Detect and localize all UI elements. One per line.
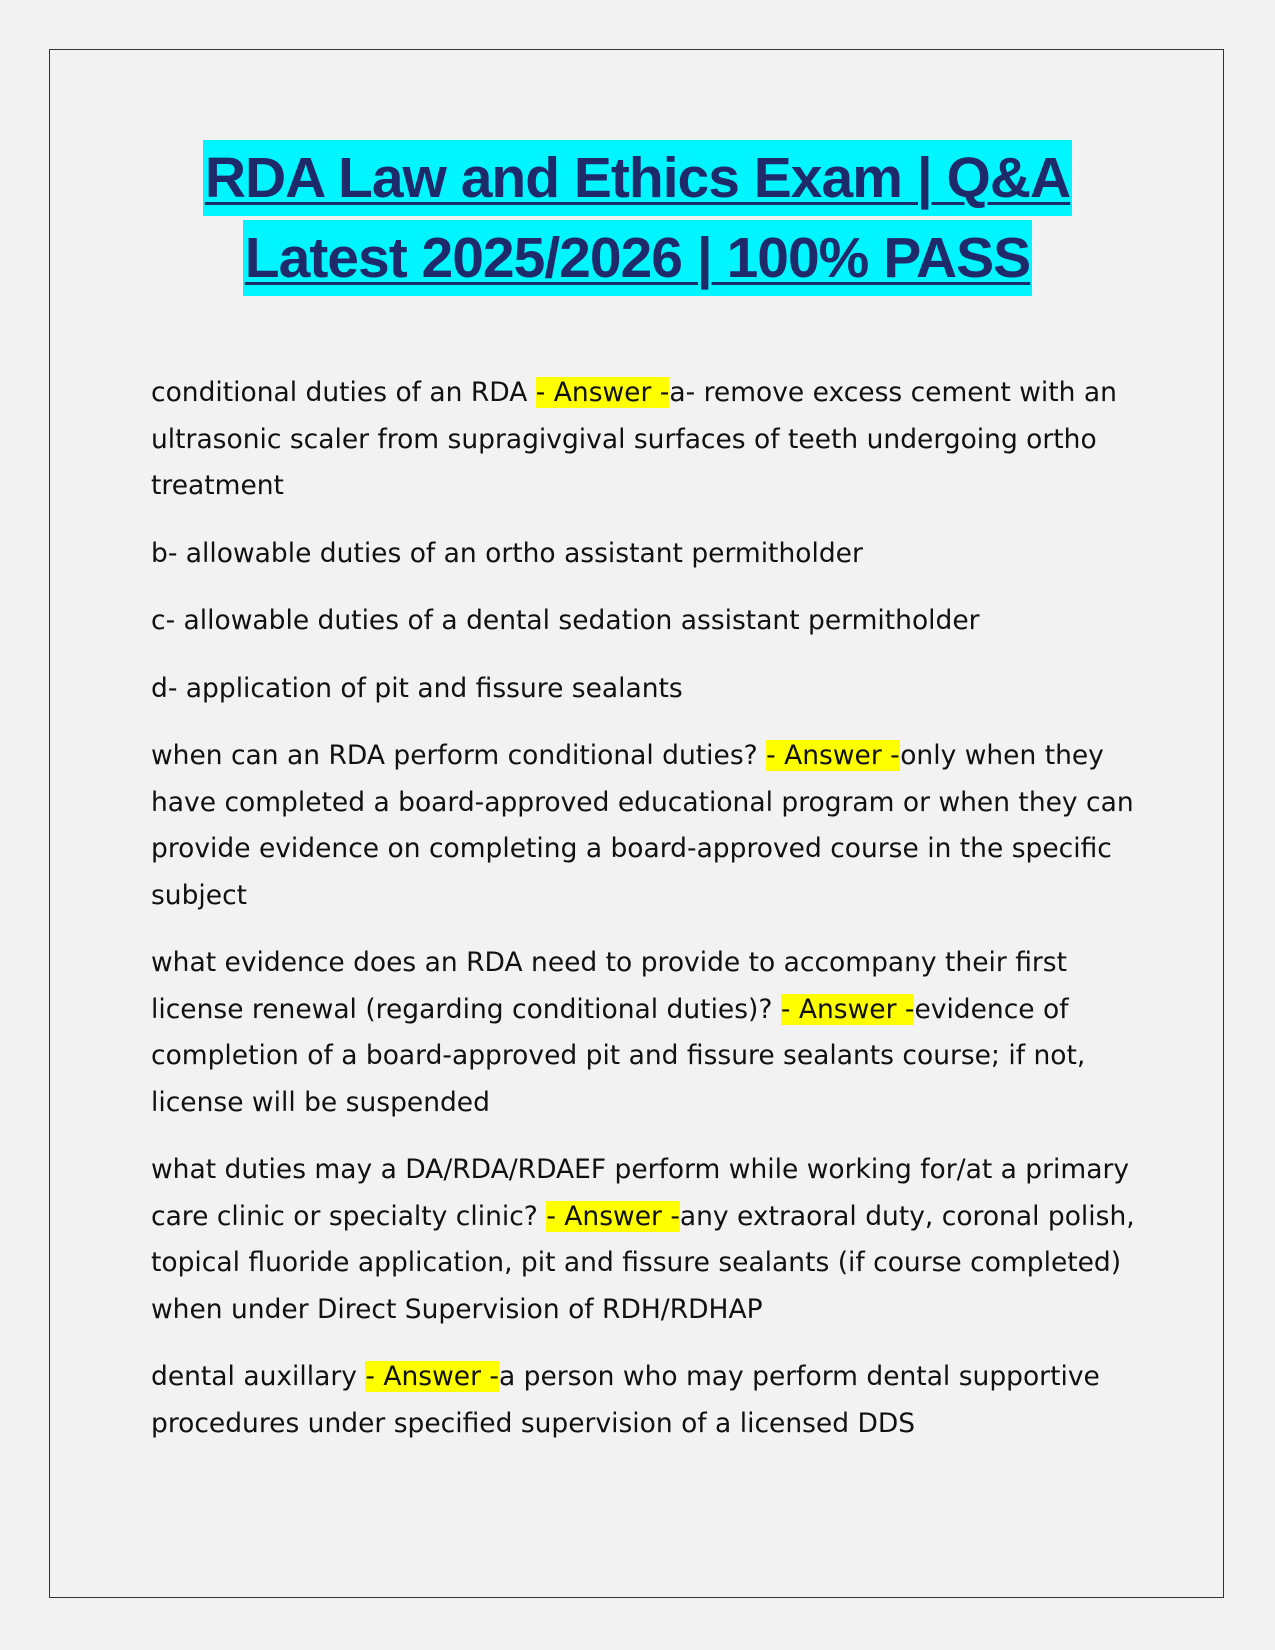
- qa-item: [151, 1354, 1141, 1447]
- answer-text: a- remove excess cement with an ultrasonic scaler from supragivgival surfaces of teeth undergoing ortho treatment: [151, 377, 1117, 501]
- answer-continuation: c- allowable duties of a dental sedation assistant permitholder: [151, 605, 980, 636]
- qa-item: [151, 370, 1141, 510]
- question-text: when can an RDA perform conditional duties?: [151, 740, 767, 771]
- answer-continuation: b- allowable duties of an ortho assistant permitholder: [151, 537, 863, 569]
- answer-continuation: d- application of pit and fissure sealants: [151, 672, 683, 704]
- answer-marker: - Answer -: [365, 1361, 499, 1392]
- answer-text: a person who may perform dental supportive procedures under specified supervision of a licensed DDS: [151, 1361, 1100, 1439]
- answer-marker: - Answer -: [766, 740, 901, 771]
- answer-text: only when they have completed a board-approved educational program or when they can provide evidence on completing a board-approved course in the specific subject: [151, 740, 1134, 911]
- qa-item: [151, 733, 1141, 919]
- question-text: what duties may a DA/RDA/RDAEF perform while working for/at a primary care clinic or specialty clinic?: [151, 1154, 1130, 1232]
- title-line-1: RDA Law and Ethics Exam | Q&A: [203, 140, 1072, 216]
- question-text: dental auxillary: [151, 1361, 366, 1392]
- question-text: what evidence does an RDA need to provide to accompany their first license renewal (regarding conditional duties)?: [151, 947, 1067, 1025]
- answer-marker: - Answer -: [535, 377, 670, 408]
- document-title: [0, 140, 1275, 300]
- answer-marker: - Answer -: [780, 993, 915, 1025]
- answer-text: evidence of completion of a board-approved pit and fissure sealants course; if not, license will be suspended: [151, 993, 1086, 1118]
- title-line-2: Latest 2025/2026 | 100% PASS: [243, 220, 1032, 296]
- qa-list: [151, 370, 1141, 1468]
- qa-item: [151, 940, 1141, 1126]
- question-text: conditional duties of an RDA: [151, 377, 536, 408]
- answer-text: any extraoral duty, coronal polish, topical fluoride application, pit and fissure sealants (if course completed) when under Direct Supervision of RDH/RDHAP: [151, 1200, 1135, 1325]
- answer-marker: - Answer -: [546, 1200, 680, 1232]
- qa-item: [151, 1147, 1141, 1333]
